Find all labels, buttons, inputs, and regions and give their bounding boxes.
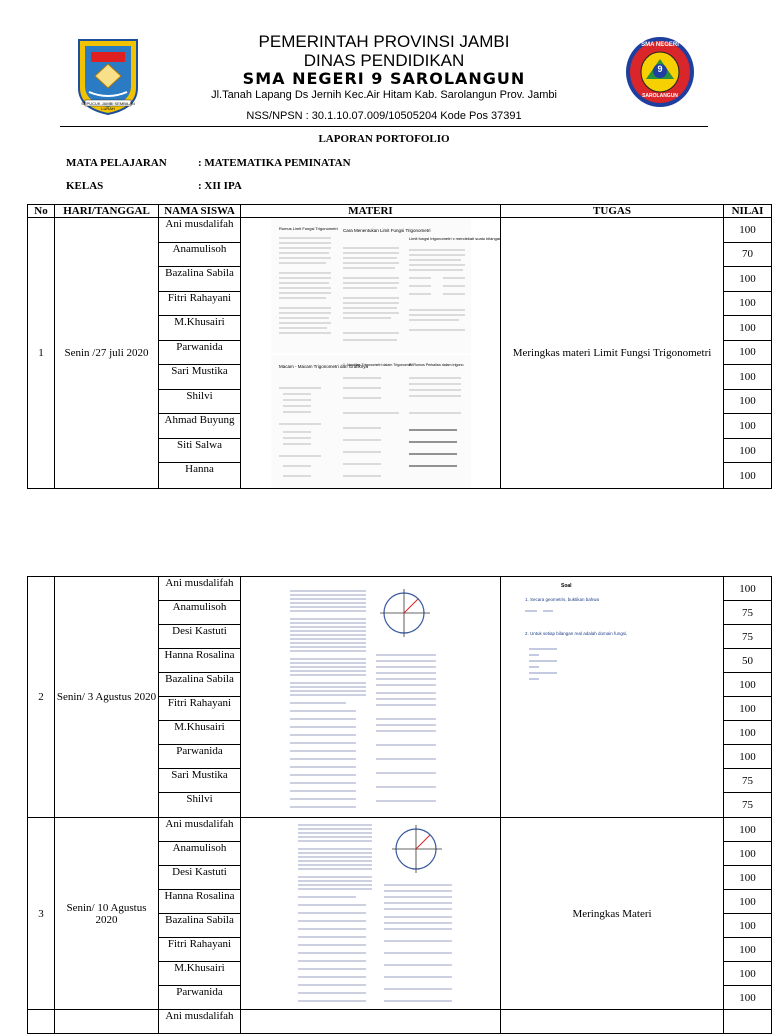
col-header-no: No: [28, 205, 55, 218]
student-score: 75: [724, 625, 772, 649]
student-name: Ahmad Buyung: [159, 414, 241, 439]
student-name: Ani musdalifah: [159, 818, 241, 842]
student-score: 100: [724, 962, 772, 986]
student-score: 75: [724, 793, 772, 818]
student-name: Ani musdalifah: [159, 218, 241, 243]
student-name: M.Khusairi: [159, 316, 241, 341]
student-score: 100: [724, 414, 772, 439]
tugas-cell: Meringkas Materi: [501, 818, 724, 1010]
table-row: [28, 218, 772, 243]
school-emblem-bottom-text: SAROLANGUN: [642, 93, 678, 99]
student-name: Shilvi: [159, 793, 241, 818]
student-name: Shilvi: [159, 389, 241, 414]
session-date: Senin /27 juli 2020: [55, 218, 159, 489]
svg-text:2. Untuk setiap bilangan real: 2. Untuk setiap bilangan real adalah domain fungsi,: [525, 631, 628, 636]
tugas-cell: [501, 577, 724, 818]
student-score: 100: [724, 986, 772, 1010]
subject-label: MATA PELAJARAN: [66, 157, 167, 169]
student-score: [724, 1010, 772, 1034]
class-value: : XII IPA: [198, 180, 242, 192]
student-name: Parwanida: [159, 340, 241, 365]
student-name: Anamulisoh: [159, 601, 241, 625]
svg-text:Cara Menentukan Limit Fungsi T: Cara Menentukan Limit Fungsi Trigonometri: [342, 228, 431, 233]
student-name: Sari Mustika: [159, 365, 241, 390]
header-nss: NSS/NPSN : 30.1.10.07.009/10505204 Kode Pos 37391: [246, 110, 522, 122]
student-score: 75: [724, 769, 772, 793]
svg-text:Rumus Limit Fungsi Trigonometr: Rumus Limit Fungsi Trigonometri: [278, 226, 338, 231]
materi-thumbnail: [271, 218, 501, 488]
student-name: Siti Salwa: [159, 438, 241, 463]
tugas-cell: [501, 1010, 724, 1034]
materi-thumbnail: [276, 819, 466, 1009]
svg-text:Macam - Macam Trigonometri dan: Macam - Macam Trigonometri dan Grafiknya: [278, 364, 368, 369]
svg-text:E. Rumus Perkalian dalam trigo: E. Rumus Perkalian dalam trigono: [408, 363, 464, 367]
materi-cell: [241, 1010, 501, 1034]
soal-thumbnail: [507, 577, 627, 697]
session-date: [55, 1010, 159, 1034]
student-score: 100: [724, 938, 772, 962]
student-score: 100: [724, 438, 772, 463]
materi-cell: [241, 577, 501, 818]
col-header-name: NAMA SISWA: [159, 205, 241, 218]
portfolio-table-2: [27, 576, 772, 1034]
svg-text:1. Secara geometris, buktikan: 1. Secara geometris, buktikan bahwa: [525, 597, 600, 602]
student-name: M.Khusairi: [159, 962, 241, 986]
student-score: 100: [724, 463, 772, 489]
table-row: [28, 818, 772, 842]
header-province: PEMERINTAH PROVINSI JAMBI: [258, 32, 510, 51]
svg-text:Soal: Soal: [561, 583, 572, 589]
student-score: 100: [724, 866, 772, 890]
student-name: Ani musdalifah: [159, 1010, 241, 1034]
student-score: 100: [724, 721, 772, 745]
document-title: LAPORAN PORTOFOLIO: [318, 133, 450, 145]
school-emblem-number: 9: [657, 64, 663, 74]
student-name: Ani musdalifah: [159, 577, 241, 601]
subject-value: : MATEMATIKA PEMINATAN: [198, 157, 351, 169]
student-score: 100: [724, 673, 772, 697]
materi-cell: [241, 218, 501, 489]
student-name: Desi Kastuti: [159, 625, 241, 649]
student-score: 100: [724, 291, 772, 316]
student-score: 100: [724, 697, 772, 721]
student-name: M.Khusairi: [159, 721, 241, 745]
letterhead: [0, 0, 768, 130]
student-name: Bazalina Sabila: [159, 673, 241, 697]
session-no: 3: [28, 818, 55, 1010]
student-score: 50: [724, 649, 772, 673]
col-header-date: HARI/TANGGAL: [55, 205, 159, 218]
student-name: Fitri Rahayani: [159, 291, 241, 316]
session-no: [28, 1010, 55, 1034]
student-score: 100: [724, 389, 772, 414]
student-name: Bazalina Sabila: [159, 914, 241, 938]
header-address: Jl.Tanah Lapang Ds Jernih Kec.Air Hitam Kab. Sarolangun Prov. Jambi: [211, 89, 557, 101]
student-score: 100: [724, 218, 772, 243]
student-score: 100: [724, 365, 772, 390]
table-row: [28, 1010, 772, 1034]
student-name: Fitri Rahayani: [159, 697, 241, 721]
left-emblem-motto: SEPUCUK JAMBI SEMBILAN LURAH: [81, 101, 135, 111]
student-name: Fitri Rahayani: [159, 938, 241, 962]
student-score: 100: [724, 577, 772, 601]
table-header-row: [28, 205, 772, 218]
student-name: Bazalina Sabila: [159, 267, 241, 292]
svg-text:1. Identitas Trigonometri dala: 1. Identitas Trigonometri dalam Trigonometri: [342, 363, 413, 367]
student-score: 100: [724, 890, 772, 914]
session-no: 2: [28, 577, 55, 818]
materi-cell: [241, 818, 501, 1010]
student-score: 70: [724, 242, 772, 267]
class-label: KELAS: [66, 180, 104, 192]
session-date: Senin/ 10 Agustus 2020: [55, 818, 159, 1010]
student-score: 100: [724, 340, 772, 365]
student-name: Parwanida: [159, 986, 241, 1010]
tugas-cell: Meringkas materi Limit Fungsi Trigonometri: [501, 218, 724, 489]
student-score: 100: [724, 818, 772, 842]
letterhead-rule: [60, 126, 708, 127]
session-date: Senin/ 3 Agustus 2020: [55, 577, 159, 818]
student-name: Anamulisoh: [159, 842, 241, 866]
student-name: Desi Kastuti: [159, 866, 241, 890]
col-header-nilai: NILAI: [724, 205, 772, 218]
table-row: [28, 577, 772, 601]
student-name: Hanna Rosalina: [159, 649, 241, 673]
student-name: Hanna: [159, 463, 241, 489]
student-name: Anamulisoh: [159, 242, 241, 267]
svg-text:Limit fungsi trigonometri x me: Limit fungsi trigonometri x mendekati suatu bilangan: [408, 236, 501, 241]
student-score: 100: [724, 316, 772, 341]
header-school: SMA NEGERI 9 SAROLANGUN: [242, 69, 526, 88]
student-score: 100: [724, 267, 772, 292]
student-name: Parwanida: [159, 745, 241, 769]
portfolio-table-1: [27, 204, 772, 489]
session-no: 1: [28, 218, 55, 489]
col-header-materi: MATERI: [241, 205, 501, 218]
materi-thumbnail: [286, 579, 456, 815]
header-office: DINAS PENDIDIKAN: [303, 51, 465, 70]
col-header-tugas: TUGAS: [501, 205, 724, 218]
student-score: 75: [724, 601, 772, 625]
student-name: Hanna Rosalina: [159, 890, 241, 914]
student-score: 100: [724, 745, 772, 769]
student-score: 100: [724, 914, 772, 938]
student-score: 100: [724, 842, 772, 866]
school-emblem-top-text: SMA NEGERI: [641, 42, 679, 48]
student-name: Sari Mustika: [159, 769, 241, 793]
